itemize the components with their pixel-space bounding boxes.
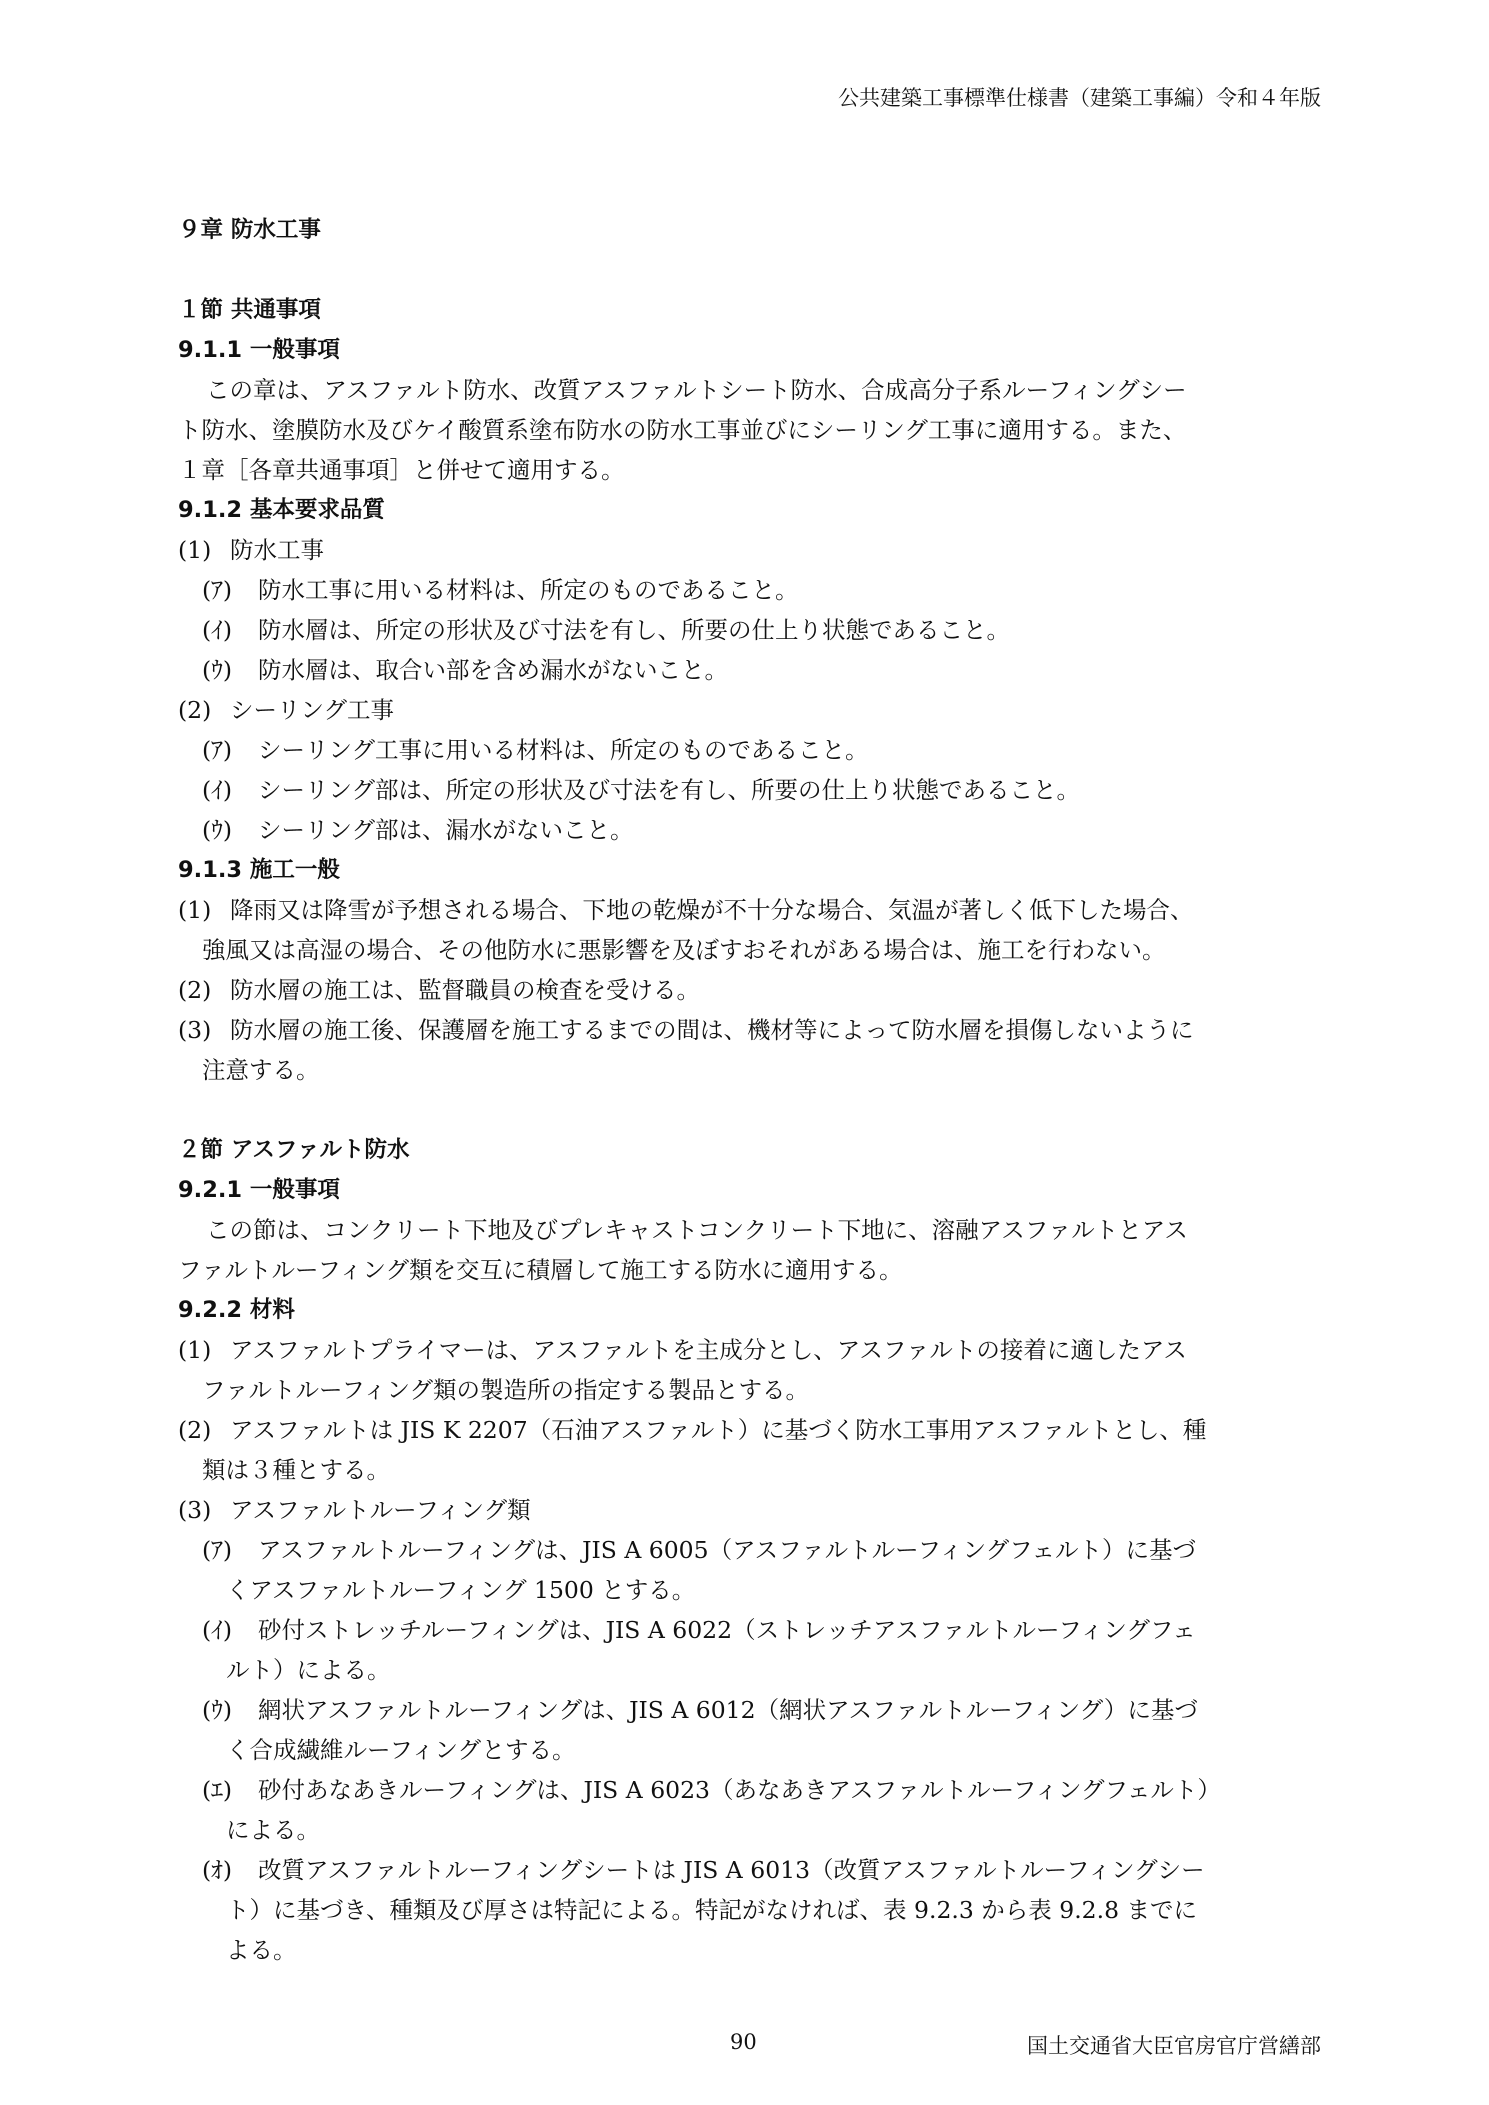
list-item (178, 890, 1315, 930)
sub-item-text: シーリング部は、漏水がないこと。 (258, 816, 634, 844)
page-body (178, 210, 1315, 1970)
list-item (178, 530, 1315, 570)
sub-item-number: (ｱ) (202, 576, 233, 604)
item-number: (2) (178, 976, 212, 1004)
section-title: ２節 アスファルト防水 (178, 1137, 410, 1163)
sub-item-text: シーリング工事に用いる材料は、所定のものであること。 (258, 736, 869, 764)
sub-item-text: 防水工事に用いる材料は、所定のものであること。 (258, 576, 799, 604)
sub-item-number: (ｳ) (202, 1696, 233, 1724)
sub-item (178, 570, 1315, 610)
item-number: (1) (178, 1336, 212, 1364)
sub-item-number: (ｴ) (202, 1776, 233, 1804)
item-number: (3) (178, 1016, 212, 1044)
sub-item-number: (ｲ) (202, 616, 233, 644)
sub-item-continuation: くアスファルトルーフィング 1500 とする。 (226, 1576, 696, 1604)
running-header: 公共建築工事標準仕様書（建築工事編）令和４年版 (838, 86, 1321, 110)
item-number: (2) (178, 1416, 212, 1444)
sub-item (178, 610, 1315, 650)
sub-item-text: 砂付あなあきルーフィングは、JIS A 6023（あなあきアスファルトルーフィングフェルト） (258, 1776, 1221, 1804)
article-title: 9.1.1 一般事項 (178, 337, 340, 363)
article-title: 9.1.3 施工一般 (178, 857, 340, 883)
sub-item-number: (ｳ) (202, 656, 233, 684)
item-text: 防水工事 (230, 536, 324, 564)
chapter-title: ９章 防水工事 (178, 217, 321, 243)
sub-item-continuation: よる。 (226, 1936, 297, 1964)
paragraph-line: ト防水、塗膜防水及びケイ酸質系塗布防水の防水工事並びにシーリング工事に適用する。また、 (178, 416, 1187, 444)
sub-item-number: (ｵ) (202, 1856, 233, 1884)
article-title: 9.2.1 一般事項 (178, 1177, 340, 1203)
list-item (178, 1010, 1315, 1050)
list-item (178, 1410, 1315, 1450)
item-number: (1) (178, 896, 212, 924)
list-item (178, 690, 1315, 730)
paragraph-line: １章［各章共通事項］と併せて適用する。 (178, 456, 625, 484)
item-continuation: 類は３種とする。 (202, 1456, 390, 1484)
sub-item-text: 改質アスファルトルーフィングシートは JIS A 6013（改質アスファルトルーフィングシー (258, 1856, 1205, 1884)
item-continuation: ファルトルーフィング類の製造所の指定する製品とする。 (202, 1376, 810, 1404)
item-text: アスファルトは JIS K 2207（石油アスファルト）に基づく防水工事用アスファルトとし、種 (230, 1416, 1207, 1444)
sub-item-number: (ｲ) (202, 776, 233, 804)
item-number: (2) (178, 696, 212, 724)
item-text: アスファルトルーフィング類 (230, 1496, 531, 1524)
paragraph-line: ファルトルーフィング類を交互に積層して施工する防水に適用する。 (178, 1256, 903, 1284)
sub-item (178, 1850, 1315, 1890)
sub-item-text: 網状アスファルトルーフィングは、JIS A 6012（網状アスファルトルーフィング）に基づ (258, 1696, 1198, 1724)
sub-item (178, 1610, 1315, 1650)
sub-item (178, 650, 1315, 690)
sub-item-text: 砂付ストレッチルーフィングは、JIS A 6022（ストレッチアスファルトルーフィングフェ (258, 1616, 1196, 1644)
item-text: アスファルトプライマーは、アスファルトを主成分とし、アスファルトの接着に適したアス (230, 1336, 1187, 1364)
paragraph-line: この章は、アスファルト防水、改質アスファルトシート防水、合成高分子系ルーフィングシー (206, 376, 1187, 404)
sub-item-text: シーリング部は、所定の形状及び寸法を有し、所要の仕上り状態であること。 (258, 776, 1081, 804)
sub-item (178, 1690, 1315, 1730)
item-text: 降雨又は降雪が予想される場合、下地の乾燥が不十分な場合、気温が著しく低下した場合、 (230, 896, 1194, 924)
sub-item (178, 1770, 1315, 1810)
sub-item-number: (ｱ) (202, 1536, 233, 1564)
sub-item-number: (ｲ) (202, 1616, 233, 1644)
sub-item (178, 810, 1315, 850)
item-continuation: 強風又は高湿の場合、その他防水に悪影響を及ぼすおそれがある場合は、施工を行わない。 (202, 936, 1166, 964)
list-item (178, 970, 1315, 1010)
item-text: 防水層の施工は、監督職員の検査を受ける。 (230, 976, 700, 1004)
sub-item-continuation: による。 (226, 1816, 320, 1844)
article-title: 9.1.2 基本要求品質 (178, 497, 385, 523)
list-item (178, 1330, 1315, 1370)
item-text: シーリング工事 (230, 696, 395, 724)
article-title: 9.2.2 材料 (178, 1297, 295, 1323)
sub-item-continuation: ト）に基づき、種類及び厚さは特記による。特記がなければ、表 9.2.3 から表 9.2.8 までに (226, 1896, 1198, 1924)
sub-item (178, 730, 1315, 770)
footer-organization: 国土交通省大臣官房官庁営繕部 (1027, 2034, 1321, 2058)
item-text: 防水層の施工後、保護層を施工するまでの間は、機材等によって防水層を損傷しないように (230, 1016, 1194, 1044)
sub-item-text: 防水層は、取合い部を含め漏水がないこと。 (258, 656, 728, 684)
sub-item-text: 防水層は、所定の形状及び寸法を有し、所要の仕上り状態であること。 (258, 616, 1010, 644)
item-continuation: 注意する。 (202, 1056, 320, 1084)
section-title: １節 共通事項 (178, 297, 321, 323)
item-number: (1) (178, 536, 212, 564)
paragraph-line: この節は、コンクリート下地及びプレキャストコンクリート下地に、溶融アスファルトとアス (206, 1216, 1188, 1244)
list-item (178, 1490, 1315, 1530)
sub-item (178, 770, 1315, 810)
sub-item-continuation: ルト）による。 (226, 1656, 391, 1684)
item-number: (3) (178, 1496, 212, 1524)
sub-item (178, 1530, 1315, 1570)
sub-item-number: (ｱ) (202, 736, 233, 764)
sub-item-text: アスファルトルーフィングは、JIS A 6005（アスファルトルーフィングフェルト）に基づ (258, 1536, 1196, 1564)
sub-item-number: (ｳ) (202, 816, 233, 844)
page-number: 90 (730, 2030, 757, 2054)
sub-item-continuation: く合成繊維ルーフィングとする。 (226, 1736, 576, 1764)
